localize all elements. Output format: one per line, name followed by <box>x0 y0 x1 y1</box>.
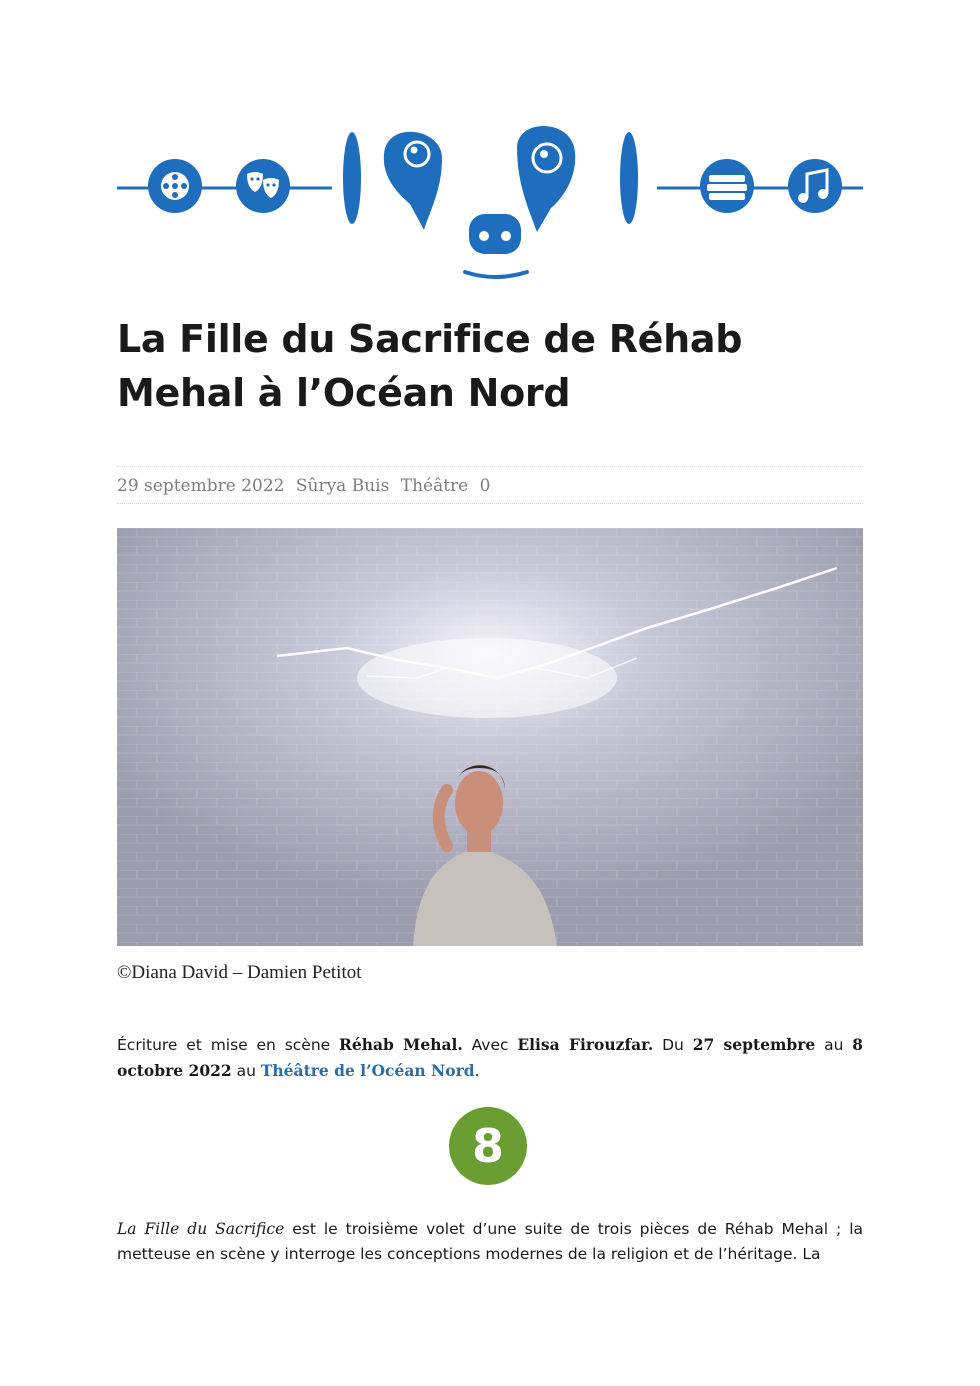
work-title: La Fille du Sacrifice <box>117 1220 285 1238</box>
film-reel-icon <box>148 159 202 213</box>
theater-masks-icon <box>236 159 290 213</box>
site-logo <box>117 118 863 286</box>
article-date[interactable]: 29 septembre 2022 <box>117 476 285 496</box>
article-category[interactable]: Théâtre <box>400 476 469 496</box>
article-photo <box>117 528 863 946</box>
article-intro: La Fille du Sacrifice est le troisième volet d’une suite de trois pièces de Réhab Mehal ; la metteuse en scène y interroge les conceptions modernes de la religion et de l’héritage. La <box>117 1220 863 1263</box>
article-meta <box>117 466 863 504</box>
director-name: Réhab Mehal. <box>339 1035 463 1054</box>
photo-caption: ©Diana David – Damien Petitot <box>117 962 362 983</box>
rating-badge: 8 <box>449 1107 527 1185</box>
actor-name: Elisa Firouzfar. <box>517 1035 654 1054</box>
article-comments[interactable]: 0 <box>479 476 491 496</box>
start-date: 27 septembre <box>692 1035 816 1054</box>
production-credits: Écriture et mise en scène Réhab Mehal. Avec Elisa Firouzfar. Du 27 septembre au 8 octobre 2022 au Théâtre de l’Océan Nord. <box>117 1035 864 1080</box>
end-date: 8 octobre 2022 <box>117 1035 864 1080</box>
article-title: La Fille du Sacrifice de Réhab Mehal à l’Océan Nord <box>117 317 743 415</box>
venue-link[interactable]: Théâtre de l’Océan Nord <box>260 1061 475 1080</box>
music-note-icon <box>788 159 842 213</box>
books-icon <box>700 159 754 213</box>
article-author[interactable]: Sûrya Buis <box>295 476 390 496</box>
